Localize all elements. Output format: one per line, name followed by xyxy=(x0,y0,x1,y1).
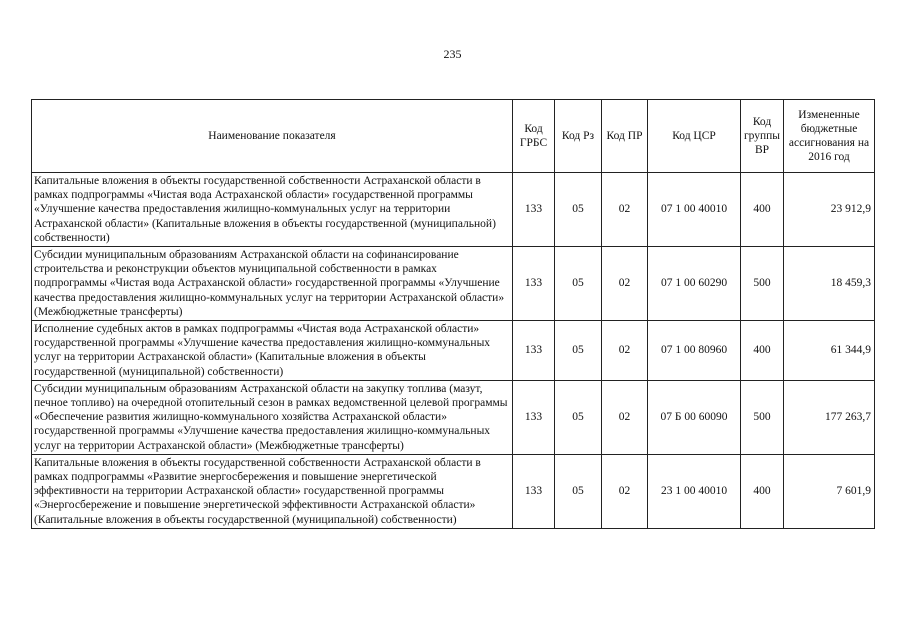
table-row xyxy=(32,321,875,381)
row-csr: 07 1 00 60290 xyxy=(648,247,741,321)
row-rz: 05 xyxy=(555,173,602,247)
row-vr: 400 xyxy=(741,173,784,247)
row-rz: 05 xyxy=(555,321,602,381)
row-grbs: 133 xyxy=(513,321,555,381)
row-pr: 02 xyxy=(602,247,648,321)
row-csr: 07 1 00 80960 xyxy=(648,321,741,381)
table-row xyxy=(32,173,875,247)
row-grbs: 133 xyxy=(513,454,555,528)
row-sum: 23 912,9 xyxy=(784,173,875,247)
row-rz: 05 xyxy=(555,454,602,528)
row-grbs: 133 xyxy=(513,380,555,454)
row-rz: 05 xyxy=(555,380,602,454)
row-pr: 02 xyxy=(602,321,648,381)
row-grbs: 133 xyxy=(513,173,555,247)
row-csr: 23 1 00 40010 xyxy=(648,454,741,528)
row-pr: 02 xyxy=(602,454,648,528)
row-vr: 500 xyxy=(741,380,784,454)
header-rz: Код Рз xyxy=(555,100,602,173)
row-rz: 05 xyxy=(555,247,602,321)
row-name: Капитальные вложения в объекты государственной собственности Астраханской области в рамках подпрограммы «Развитие энергосбережения и повышение энергетической эффективности на территории Астраханской области» государственной программы «Энергосбережение и повышение энергетической эффективности Астраханской области» (Капитальные вложения в объекты государственной (муниципальной) собственности) xyxy=(32,454,513,528)
row-name: Субсидии муниципальным образованиям Астраханской области на софинансирование строительства и реконструкции объектов муниципальной собственности в рамках подпрограммы «Чистая вода Астраханской области» государственной программы «Улучшение качества предоставления жилищно-коммунальных услуг на территории Астраханской области» (Межбюджетные трансферты) xyxy=(32,247,513,321)
row-name: Субсидии муниципальным образованиям Астраханской области на закупку топлива (мазут, печное топливо) на очередной отопительный сезон в рамках ведомственной целевой программы «Обеспечение развития жилищно-коммунального хозяйства Астраханской области» государственной программы «Улучшение качества предоставления жилищно-коммунальных услуг на территории Астраханской области» (Межбюджетные трансферты) xyxy=(32,380,513,454)
row-csr: 07 1 00 40010 xyxy=(648,173,741,247)
row-name: Исполнение судебных актов в рамках подпрограммы «Чистая вода Астраханской области» государственной программы «Улучшение качества предоставления жилищно-коммунальных услуг на территории Астраханской области» (Капитальные вложения в объекты государственной (муниципальной) собственности) xyxy=(32,321,513,381)
table-row xyxy=(32,247,875,321)
header-pr: Код ПР xyxy=(602,100,648,173)
header-name: Наименование показателя xyxy=(32,100,513,173)
row-vr: 500 xyxy=(741,247,784,321)
row-vr: 400 xyxy=(741,321,784,381)
table-row xyxy=(32,454,875,528)
row-sum: 61 344,9 xyxy=(784,321,875,381)
row-name: Капитальные вложения в объекты государственной собственности Астраханской области в рамках подпрограммы «Чистая вода Астраханской области» государственной программы «Улучшение качества предоставления жилищно-коммунальных услуг на территории Астраханской области» (Капитальные вложения в объекты государственной (муниципальной) собственности) xyxy=(32,173,513,247)
row-pr: 02 xyxy=(602,380,648,454)
row-pr: 02 xyxy=(602,173,648,247)
row-sum: 18 459,3 xyxy=(784,247,875,321)
page-number: 235 xyxy=(443,47,462,61)
header-grbs: Код ГРБС xyxy=(513,100,555,173)
row-csr: 07 Б 00 60090 xyxy=(648,380,741,454)
row-sum: 7 601,9 xyxy=(784,454,875,528)
budget-table xyxy=(31,99,875,529)
header-csr: Код ЦСР xyxy=(648,100,741,173)
row-sum: 177 263,7 xyxy=(784,380,875,454)
table-header-row xyxy=(32,100,875,173)
header-vr: Код группы ВР xyxy=(741,100,784,173)
header-sum: Измененные бюджетные ассигнования на 2016 год xyxy=(784,100,875,173)
row-vr: 400 xyxy=(741,454,784,528)
table-row xyxy=(32,380,875,454)
row-grbs: 133 xyxy=(513,247,555,321)
